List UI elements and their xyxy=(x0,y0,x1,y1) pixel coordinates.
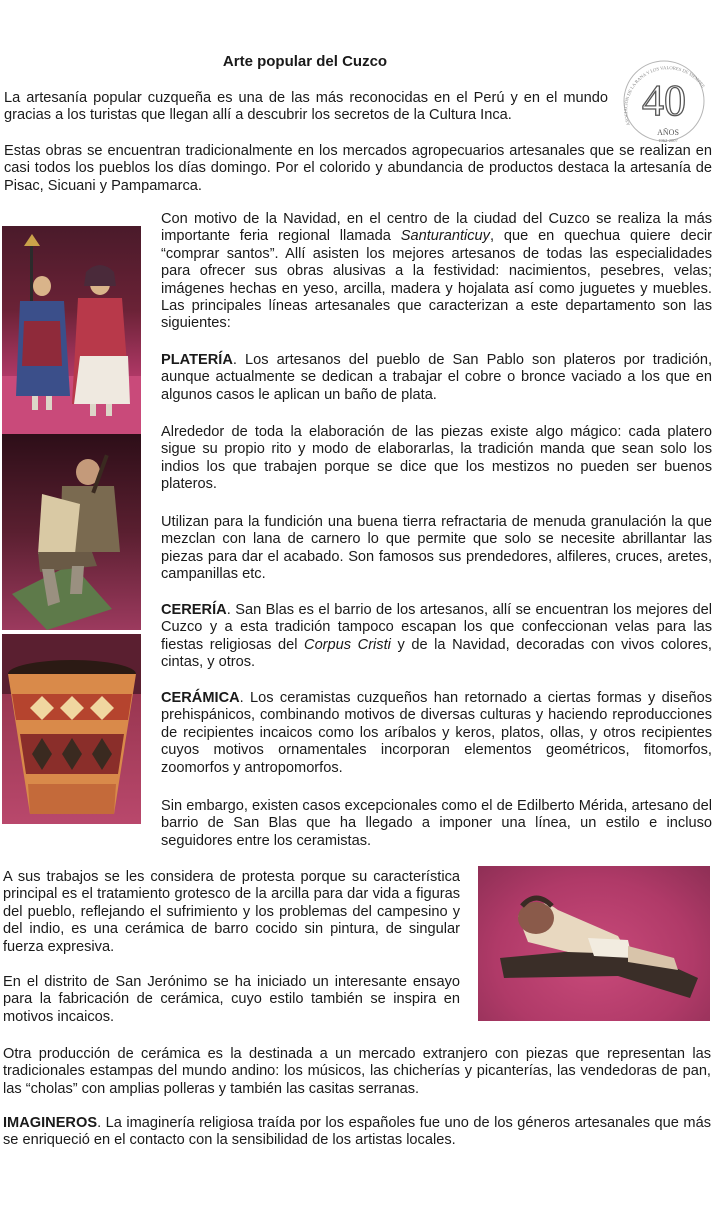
cereria-paragraph: CERERÍA. San Blas es el barrio de los artesanos, allí se encuentran los mejores del Cuzco y a esta tradición tampoco escapan los que confeccionan velas para las fiestas religiosas del Corpus Cristi y de la Navidad, decoradas con vivos colores, cintas, y otros. xyxy=(161,602,712,671)
cereria-heading: CERERÍA xyxy=(161,602,227,618)
embargo-paragraph: Sin embargo, existen casos excepcionales como el de Edilberto Mérida, artesano del barrio de San Blas que ha llegado a imponer una línea, un estilo e incluso seguidores entre los ceramistas. xyxy=(161,798,712,849)
jeronimo-paragraph: En el distrito de San Jerónimo se ha iniciado un interesante ensayo para la fabricación de cerámica, cuyo estilo también se inspira en motivos incaicos. xyxy=(3,974,460,1025)
protesta-paragraph: A sus trabajos se les considera de protesta porque su característica principal es el tratamiento grotesco de la arcilla para dar vida a figuras del pueblo, reflejando el sufrimiento y los problemas del campesino y del indio, es una cerámica de barro cocido sin pintura, de singular fuerza expresiva. xyxy=(3,869,460,955)
page-title: Arte popular del Cuzco xyxy=(222,53,388,70)
fundicion-paragraph: Utilizan para la fundición una buena tierra refractaria de menuda granulación la que mezclan con lana de carnero lo que permite que solo se necesite abrillantar las piezas para dar el acabado. Son famosos sus prendedores, alfileres, cruces, aretes, campanillas etc. xyxy=(161,514,712,583)
imagineros-heading: IMAGINEROS xyxy=(3,1115,98,1131)
silversmith-figurine-photo xyxy=(2,434,141,630)
intro-paragraph-2: Estas obras se encuentran tradicionalmente en los mercados agropecuarios artesanales que se realizan en casi todos los pueblos los días domingo. Por el colorido y abundancia de productos destaca la artesanía de Pisac, Sicuani y Pampamarca. xyxy=(4,143,712,194)
seal-number: 40 xyxy=(642,76,686,125)
navidad-paragraph: Con motivo de la Navidad, en el centro de la ciudad del Cuzco se realiza la más importante feria regional llamada Santuranticuy, que en quechua quiere decir “comprar santos”. Allí asisten los mejores artesanos de todas las especialidades para ofrecer sus obras alusivas a la festividad: nacimientos, pesebres, velas; imágenes hechas en yeso, arcilla, madera y hojalata así como juguetes y muebles. Las principales líneas artesanales que caracterizan a este departamento son las siguientes: xyxy=(161,211,713,332)
magico-paragraph: Alrededor de toda la elaboración de las piezas existe algo mágico: cada platero sigue su propio rito y modo de elaborarlas, la tradición manda que sean solo los indios los que trabajen porque se dice que los mestizos no pueden ser buenos plateros. xyxy=(161,424,712,493)
ceramica-paragraph: CERÁMICA. Los ceramistas cuzqueños han retornado a ciertas formas y diseños prehispánicos, combinando motivos de diversas culturas y haciendo reproducciones de recipientes incaicos como los aríbalos y keros, platos, ollas, y otros recipientes cuyos motivos ornamentales incorporan elementos geométricos, fitomorfos, zoomorfos y antropomorfos. xyxy=(161,690,712,776)
corpus-cristi-term: Corpus Cristi xyxy=(304,636,391,653)
plateria-heading: PLATERÍA xyxy=(161,352,233,368)
kero-vessel-photo xyxy=(2,634,141,824)
figurines-photo xyxy=(2,226,141,434)
seal-arc-text: ASOCIACIÓN DE LA RANA Y LOS VALORES DE SIEMPRE xyxy=(623,65,706,127)
intro-paragraph-1: La artesanía popular cuzqueña es una de las más reconocidas en el Perú y en el mundo gracias a los turistas que llegan allí a descubrir los secretos de la Cultura Inca. xyxy=(4,90,608,124)
anniversary-seal xyxy=(612,55,716,147)
ceramica-heading: CERÁMICA xyxy=(161,690,240,706)
plateria-paragraph: PLATERÍA. Los artesanos del pueblo de San Pablo son plateros por tradición, aunque actualmente se dedican a trabajar el cobre o bronce vaciado a los que en algunos casos le aplican un baño de plata. xyxy=(161,352,712,403)
reclining-christ-sculpture-photo xyxy=(478,866,710,1021)
seal-years: 1962-2007 xyxy=(658,138,678,143)
otra-produccion-paragraph: Otra producción de cerámica es la destinada a un mercado extranjero con piezas que representan las tradicionales estampas del mundo andino: los músicos, las chicherías y picanterías, las vendedoras de pan, las “cholas” con amplias polleras y también las casitas serranas. xyxy=(3,1046,711,1097)
seal-word: AÑOS xyxy=(657,128,679,137)
santuranticuy-term: Santuranticuy xyxy=(400,228,490,245)
imagineros-paragraph: IMAGINEROS. La imaginería religiosa traída por los españoles fue uno de los géneros artesanales que más se enriqueció en el contacto con la sensibilidad de los artistas locales. xyxy=(3,1115,711,1149)
